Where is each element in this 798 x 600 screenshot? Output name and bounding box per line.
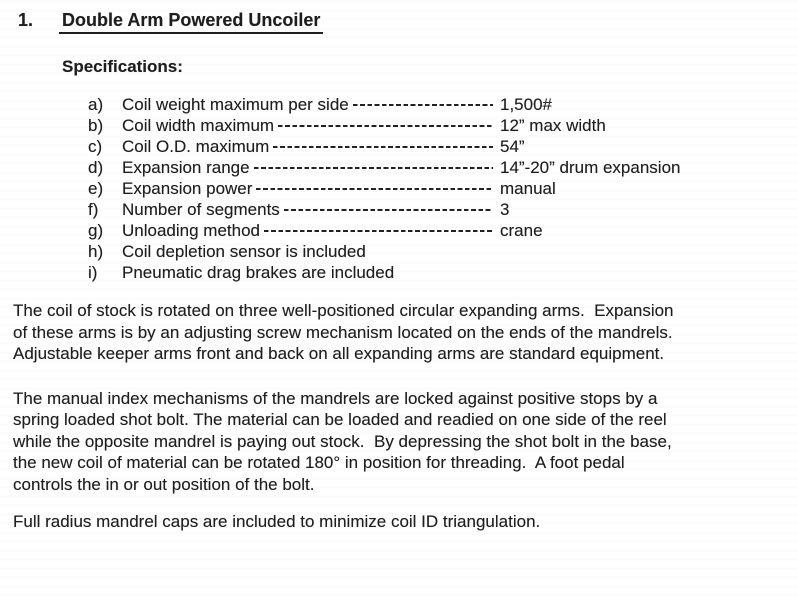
document-title-row [0, 0, 798, 34]
spec-row-coil-od [88, 136, 798, 157]
dash-leader [256, 188, 493, 190]
spec-letter: c) [88, 137, 103, 156]
dash-leader [254, 167, 493, 169]
spec-value: 12” max width [500, 116, 606, 135]
paragraph-expanding-arms [13, 300, 798, 365]
paragraph-line: The coil of stock is rotated on three well-positioned circular expanding arms. Expansion [13, 301, 674, 320]
paragraph-line: Adjustable keeper arms front and back on all expanding arms are standard equipment. [13, 344, 665, 363]
spec-letter: e) [88, 179, 104, 198]
dash-leader [273, 146, 493, 148]
spec-letter: d) [88, 158, 104, 177]
page-title: Double Arm Powered Uncoiler [59, 10, 323, 34]
dash-leader [353, 104, 493, 106]
spec-label: Expansion range [122, 158, 250, 177]
spec-row-coil-width [88, 115, 798, 136]
paragraph-index-mechanisms [13, 388, 798, 496]
spec-label: Expansion power [122, 179, 253, 198]
spec-letter: f) [88, 200, 99, 219]
spec-label: Coil weight maximum per side [122, 95, 349, 114]
paragraph-line: controls the in or out position of the bolt. [13, 474, 315, 494]
spec-value: 3 [500, 200, 510, 219]
paragraph-mandrel-caps [13, 511, 798, 533]
spec-label: Coil depletion sensor is included [122, 242, 366, 261]
spec-letter: b) [88, 116, 104, 135]
spec-row-coil-weight [88, 94, 798, 115]
paragraph-line: while the opposite mandrel is paying out stock. By depressing the shot bolt in the base, [13, 431, 672, 451]
spec-value: 1,500# [500, 95, 552, 114]
spec-row-unloading-method [88, 220, 798, 241]
dash-leader [278, 125, 493, 127]
dash-leader [264, 230, 493, 232]
paragraph-line: The manual index mechanisms of the mandrels are locked against positive stops by a [13, 388, 658, 408]
spec-letter: h) [88, 242, 104, 261]
spec-label: Coil width maximum [122, 116, 275, 135]
spec-value: 54” [500, 137, 525, 156]
spec-label: Pneumatic drag brakes are included [122, 263, 395, 282]
spec-row-depletion-sensor [88, 241, 798, 262]
spec-value: 14”-20” drum expansion [500, 158, 681, 177]
spec-letter: a) [88, 95, 104, 114]
specifications-list [0, 94, 798, 283]
spec-value: manual [500, 179, 556, 198]
paragraph-line: the new coil of material can be rotated 180° in position for threading. A foot pedal [13, 453, 625, 472]
spec-value: crane [500, 221, 543, 240]
spec-letter: g) [88, 221, 104, 240]
paragraph-line: of these arms is by an adjusting screw mechanism located on the ends of the mandrels. [13, 322, 673, 342]
section-number: 1. [18, 10, 34, 30]
spec-label: Number of segments [122, 200, 280, 219]
spec-letter: i) [88, 263, 98, 282]
spec-row-drag-brakes [88, 262, 798, 283]
paragraph-line: spring loaded shot bolt. The material can be loaded and readied on one side of the reel [13, 410, 667, 429]
spec-row-expansion-power [88, 178, 798, 199]
specifications-heading: Specifications: [62, 57, 183, 76]
spec-label: Coil O.D. maximum [122, 137, 270, 156]
spec-label: Unloading method [122, 221, 260, 240]
spec-row-segments [88, 199, 798, 220]
spec-row-expansion-range [88, 157, 798, 178]
dash-leader [284, 209, 493, 211]
paragraph-line: Full radius mandrel caps are included to minimize coil ID triangulation. [13, 512, 541, 531]
